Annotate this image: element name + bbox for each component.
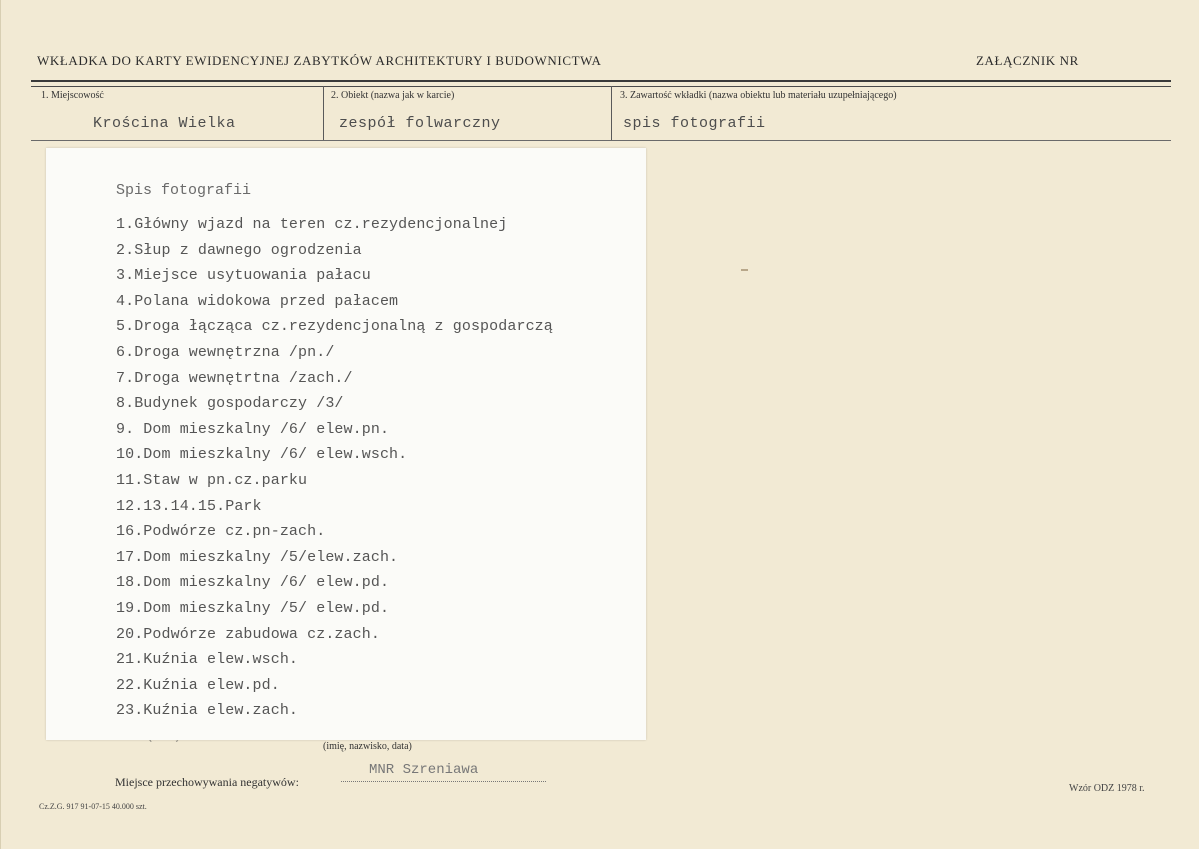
note-title: Spis fotografii bbox=[116, 182, 252, 199]
object-value: zespół folwarczny bbox=[339, 115, 501, 132]
list-item: 22.Kuźnia elew.pd. bbox=[116, 676, 280, 694]
table-bottom-rule bbox=[31, 140, 1171, 141]
list-item: 9. Dom mieszkalny /6/ elew.pn. bbox=[116, 420, 390, 438]
table-top-rule bbox=[31, 86, 1171, 87]
column-divider bbox=[323, 86, 324, 140]
list-item: 2.Słup z dawnego ogrodzenia bbox=[116, 241, 362, 259]
signature-caption: (imię, nazwisko, data) bbox=[323, 741, 412, 752]
photo-list bbox=[116, 212, 553, 724]
locality-value: Krościna Wielka bbox=[93, 115, 236, 132]
list-item: 7.Droga wewnętrtna /zach./ bbox=[116, 369, 353, 387]
locality-label: 1. Miejscowość bbox=[41, 90, 104, 101]
form-title: WKŁADKA DO KARTY EWIDENCYJNEJ ZABYTKÓW ARCHITEKTURY I BUDOWNICTWA bbox=[37, 53, 602, 68]
annex-label: ZAŁĄCZNIK NR bbox=[976, 53, 1079, 68]
negatives-label: Miejsce przechowywania negatywów: bbox=[115, 775, 299, 789]
list-item: 3.Miejsce usytuowania pałacu bbox=[116, 267, 371, 285]
photo-list-note bbox=[46, 148, 646, 740]
list-item: 17.Dom mieszkalny /5/elew.zach. bbox=[116, 548, 399, 566]
negatives-line bbox=[341, 781, 546, 782]
form-model: Wzór ODZ 1978 r. bbox=[1069, 783, 1145, 794]
header-rule bbox=[31, 80, 1171, 82]
list-item: 1.Główny wjazd na teren cz.rezydencjonalnej bbox=[116, 216, 508, 233]
paper-speck bbox=[741, 269, 748, 271]
list-item: 16.Podwórze cz.pn-zach. bbox=[116, 523, 326, 541]
contents-label: 3. Zawartość wkładki (nazwa obiektu lub materiału uzupełniającego) bbox=[620, 90, 897, 101]
list-item: 18.Dom mieszkalny /6/ elew.pd. bbox=[116, 574, 390, 592]
list-item: 20.Podwórze zabudowa cz.zach. bbox=[116, 625, 380, 643]
list-item: 4.Polana widokowa przed pałacem bbox=[116, 292, 399, 310]
list-item: 23.Kuźnia elew.zach. bbox=[116, 702, 299, 720]
list-item: 10.Dom mieszkalny /6/ elew.wsch. bbox=[116, 446, 408, 464]
list-item: 8.Budynek gospodarczy /3/ bbox=[116, 395, 344, 413]
list-item: 5.Droga łącząca cz.rezydencjonalną z gospodarczą bbox=[116, 318, 553, 336]
contents-value: spis fotografii bbox=[623, 115, 766, 132]
list-item: 21.Kuźnia elew.wsch. bbox=[116, 651, 299, 669]
column-divider bbox=[611, 86, 612, 140]
list-item: 12.13.14.15.Park bbox=[116, 497, 262, 515]
negatives-value: MNR Szreniawa bbox=[369, 762, 479, 778]
object-label: 2. Obiekt (nazwa jak w karcie) bbox=[331, 90, 455, 101]
list-item: 11.Staw w pn.cz.parku bbox=[116, 471, 308, 489]
list-item: 19.Dom mieszkalny /5/ elew.pd. bbox=[116, 599, 390, 617]
list-item: 6.Droga wewnętrzna /pn./ bbox=[116, 343, 335, 361]
print-info: Cz.Z.G. 917 91-07-15 40.000 szt. bbox=[39, 802, 147, 811]
